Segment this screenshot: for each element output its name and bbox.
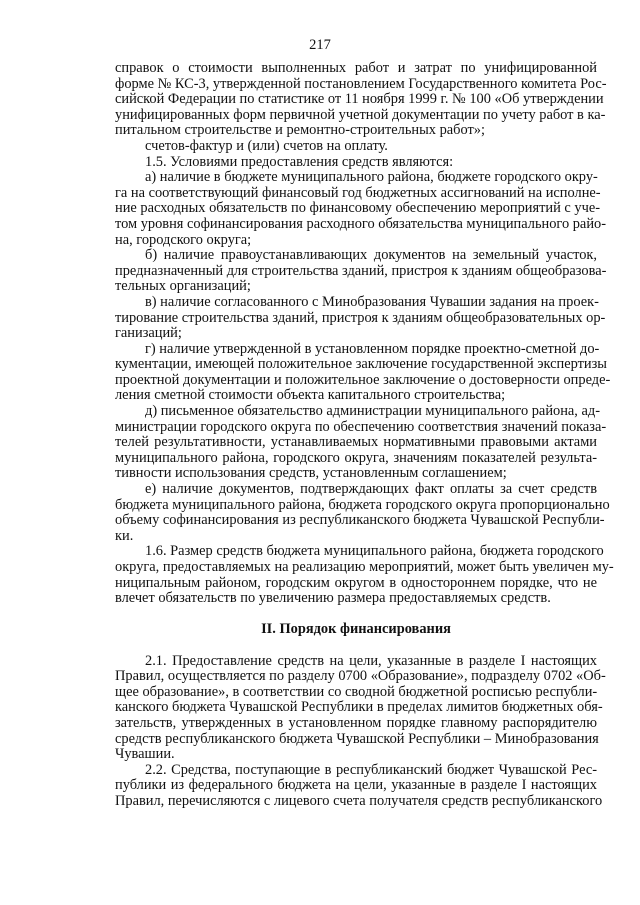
section-heading: II. Порядок финансирования	[261, 621, 451, 638]
text-line: унифицированных форм первичной учетной документации по учету работ в ка-	[115, 106, 606, 123]
text-line: ние расходных обязательств по финансовому обеспечению мероприятий с уче-	[115, 200, 601, 217]
text-line: ки.	[115, 527, 134, 544]
clause-a: а) наличие в бюджете муниципального района, бюджете городского окру-	[145, 169, 598, 186]
document-body	[115, 60, 614, 810]
text-line: канского бюджета Чувашской Республики в пределах лимитов бюджетных обя-	[115, 699, 603, 716]
text-line: телей результативности, устанавливаемых нормативными правовыми актами	[115, 434, 597, 451]
clause-1-6: 1.6. Размер средств бюджета муниципального района, бюджета городского	[145, 543, 604, 560]
text-line: Чувашии.	[115, 746, 175, 763]
text-line: сийской Федерации по статистике от 11 ноября 1999 г. № 100 «Об утверждении	[115, 91, 604, 108]
text-line: питальном строительстве и ремонтно-строительных работ»;	[115, 122, 485, 139]
text-line: счетов-фактур и (или) счетов на оплату.	[145, 137, 388, 154]
text-line: влечет обязательств по увеличению размера предоставляемых средств.	[115, 590, 551, 607]
clause-g: г) наличие утвержденной в установленном порядке проектно-сметной до-	[145, 340, 600, 357]
text-line: ниципальным районом, городским округом в одностороннем порядке, что не	[115, 574, 597, 591]
text-line: кументации, имеющей положительное заключение государственной экспертизы	[115, 356, 607, 373]
page-number: 217	[309, 37, 331, 53]
clause-e: е) наличие документов, подтверждающих факт оплаты за счет средств	[145, 481, 597, 498]
text-line: Правил, перечисляются с лицевого счета получателя средств республиканского	[115, 792, 603, 809]
text-line: министрации городского округа по обеспечению соответствия значений показа-	[115, 418, 607, 435]
clause-b: б) наличие правоустанавливающих документов на земельный участок,	[145, 247, 597, 264]
spacer	[115, 638, 597, 654]
text-line: тирование строительства зданий, пристроя к зданиям общеобразовательных ор-	[115, 309, 606, 326]
text-line: ления сметной стоимости объекта капитального строительства;	[115, 387, 506, 404]
text-line: Правил, осуществляется по разделу 0700 «Образование», подразделу 0702 «Об-	[115, 668, 606, 685]
spacer	[115, 607, 597, 623]
text-line: публики из федерального бюджета на цели, указанные в разделе I настоящих	[115, 777, 597, 794]
text-line: том уровня софинансирования расходного обязательства муниципального райо-	[115, 215, 607, 232]
text-line: бюджета муниципального района, бюджета городского округа пропорционально	[115, 496, 610, 513]
text-line: тивности использования средств, установленным соглашением;	[115, 465, 507, 482]
text-line: ганизаций;	[115, 325, 182, 342]
text-line: на, городского округа;	[115, 231, 252, 248]
clause-2-1: 2.1. Предоставление средств на цели, указанные в разделе I настоящих	[145, 652, 597, 669]
text-line: муниципального района, городского округа, значениям показателей результа-	[115, 449, 597, 466]
text-line: предназначенный для строительства зданий, пристроя к зданиям общеобразова-	[115, 262, 607, 279]
text-line: округа, предоставляемых на реализацию мероприятий, может быть увеличен му-	[115, 559, 614, 575]
clause-2-2: 2.2. Средства, поступающие в республиканский бюджет Чувашской Рес-	[145, 761, 597, 778]
text-line: зательств, утвержденных в установленном порядке главному распорядителю	[115, 714, 597, 731]
text-line: га на соответствующий финансовый год бюджетных ассигнований на исполне-	[115, 184, 601, 201]
text-line: форме № КС-3, утвержденной постановлением Государственного комитета Рос-	[115, 75, 607, 92]
clause-1-5: 1.5. Условиями предоставления средств являются:	[145, 153, 454, 170]
text-line: щее образование», в соответствии со сводной бюджетной росписью республи-	[115, 683, 598, 700]
text-line: средств республиканского бюджета Чувашской Республики – Минобразования	[115, 730, 599, 747]
clause-v: в) наличие согласованного с Минобразования Чувашии задания на проек-	[145, 293, 599, 310]
clause-d: д) письменное обязательство администрации муниципального района, ад-	[145, 403, 600, 420]
text-line: справок о стоимости выполненных работ и затрат по унифицированной	[115, 60, 597, 76]
text-line: объему софинансирования из республиканского бюджета Чувашской Республи-	[115, 512, 605, 529]
text-line: проектной документации и положительное заключение о достоверности опреде-	[115, 371, 611, 388]
text-line: тельных организаций;	[115, 278, 251, 295]
